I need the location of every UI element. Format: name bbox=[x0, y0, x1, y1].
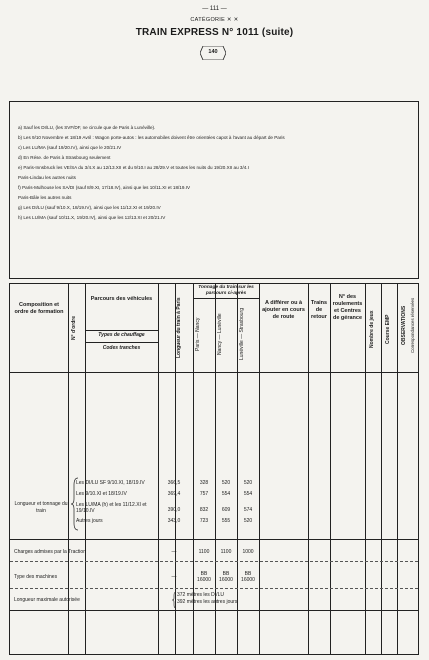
machines-3: BB 16000 bbox=[241, 571, 255, 583]
category-label: CATÉGORIE ✕ ✕ bbox=[190, 17, 239, 23]
longueur-max-2: 392 mètres les autres jours bbox=[177, 599, 238, 605]
notes-box bbox=[9, 101, 419, 279]
row-t1-1: 328 bbox=[199, 480, 209, 486]
row-longueur-1: 366,5 bbox=[167, 480, 181, 486]
note-g: g) Les DI/LU (sauf 9/10.X, 18/19.IV), ainsi que les 11/12.XI et 19/20.IV bbox=[18, 205, 161, 210]
label-longueur-tonnage: Longueur et tonnage du train bbox=[14, 501, 68, 514]
number-badge bbox=[200, 46, 226, 60]
row-t1-4: 723 bbox=[199, 518, 209, 524]
note-d: d) En Rése. de Paris à Strasbourg seulement bbox=[18, 155, 111, 160]
row-t1-2: 757 bbox=[199, 491, 209, 497]
charges-2: 1100 bbox=[220, 549, 232, 555]
badge-number: 140 bbox=[208, 49, 218, 55]
header-tonnage-luneville-strasbourg: Lunéville — Strasbourg bbox=[239, 308, 245, 360]
machines-longueur: — bbox=[171, 574, 177, 580]
note-f-cont: Paris-Bâle les autres nuits bbox=[18, 195, 72, 200]
row-label-1: Les DI/LU SF 9/10.XI, 18/19.IV bbox=[76, 480, 145, 486]
row-t3-1: 520 bbox=[243, 480, 253, 486]
row-t2-4: 555 bbox=[221, 518, 231, 524]
longueur-max-1: 372 mètres les DI/LU bbox=[177, 592, 224, 598]
note-e-cont: Paris-Lindau les autres nuits bbox=[18, 175, 76, 180]
row-t1-3: 832 bbox=[199, 507, 209, 513]
row-longueur-2: 369,4 bbox=[167, 491, 181, 497]
header-parcours: Parcours des véhicules bbox=[90, 296, 153, 302]
header-emp: Course EMP bbox=[385, 314, 391, 344]
header-composition: Composition et ordre de formation bbox=[14, 302, 64, 315]
row-t2-3: 609 bbox=[221, 507, 231, 513]
note-h: h) Les LU/MA (sauf 10/11.X, 19/20.IV), ainsi que les 12/13.XI et 20/21.IV bbox=[18, 215, 166, 220]
header-ordre: N° d'ordre bbox=[71, 315, 77, 341]
header-differer: A différer ou à ajouter en cours de route bbox=[262, 300, 305, 320]
header-trains-retour: Trains de retour bbox=[310, 300, 328, 320]
page-title: TRAIN EXPRESS N° 1011 (suite) bbox=[135, 27, 294, 38]
row-label-3: Les LU/MA (h) et les 11/12.XI et 19/10.IV bbox=[76, 502, 147, 514]
row-t3-2: 554 bbox=[243, 491, 253, 497]
note-f: f) Paris-Mulhouse les SA/DI (sauf 8/9.XI, 17/18.IV), ainsi que les 10/11.XI et 18/19.IV bbox=[18, 185, 191, 190]
row-t2-2: 554 bbox=[221, 491, 231, 497]
header-jeux: Nombre de jeux bbox=[369, 310, 375, 348]
note-b: b) Les 9/10 Novembre et 18/19 Avril : Wagon porte-autos : les automobiles doivent être orientées capot à l'avant au départ de Paris bbox=[18, 135, 285, 140]
header-observations-sub: Correspondances réservées bbox=[410, 297, 415, 353]
composition-table bbox=[9, 283, 419, 655]
row-t2-1: 520 bbox=[221, 480, 231, 486]
note-e: e) Paris-Innsbruck les VE/SA du 3/4.X au 12/13.XII et du 9/10.I au 28/29.V et toutes les nuits du 19/20.XII au 3/4.I bbox=[18, 165, 249, 170]
row-t3-4: 520 bbox=[243, 518, 253, 524]
charges-1: 1100 bbox=[198, 549, 210, 555]
header-observations: OBSERVATIONS bbox=[401, 305, 407, 345]
label-longueur-max: Longueur maximale autorisée bbox=[14, 597, 80, 603]
row-longueur-4: 343,0 bbox=[167, 518, 181, 524]
charges-longueur: — bbox=[171, 549, 177, 555]
row-t3-3: 574 bbox=[243, 507, 253, 513]
machines-2: BB 16000 bbox=[219, 571, 233, 583]
charges-3: 1000 bbox=[242, 549, 254, 555]
row-label-2: Les 9/10.XI et 18/19.IV bbox=[76, 491, 127, 497]
header-tonnage-paris-nancy: Paris — Nancy bbox=[195, 317, 201, 351]
machines-1: BB 16000 bbox=[197, 571, 211, 583]
row-label-4: Autres jours bbox=[76, 518, 103, 524]
header-chauffage: Types de chauffage bbox=[98, 332, 145, 338]
header-codes: Codes tranches bbox=[102, 345, 141, 351]
page-number: — 111 — bbox=[202, 6, 227, 12]
header-longueur: Longueur du train à Paris bbox=[176, 297, 182, 359]
header-tonnage-nancy-luneville: Nancy — Lunéville bbox=[217, 313, 223, 355]
header-roulements: N° des roulements et Centres de gérance bbox=[332, 294, 363, 321]
label-machines: Type des machines bbox=[14, 574, 58, 580]
note-a: a) Sauf les DI/LU, (les SVF/DF, ne circule que de Paris à Lunéville). bbox=[18, 125, 156, 130]
label-charges: Charges admises par la Traction bbox=[14, 549, 86, 555]
row-longueur-3: 390,0 bbox=[167, 507, 181, 513]
header-tonnage: Tonnage du train sur les parcours ci-après bbox=[198, 285, 254, 296]
note-c: c) Les LU/MA (sauf 19/20.IV), ainsi que le 20/21.IV bbox=[18, 145, 122, 150]
